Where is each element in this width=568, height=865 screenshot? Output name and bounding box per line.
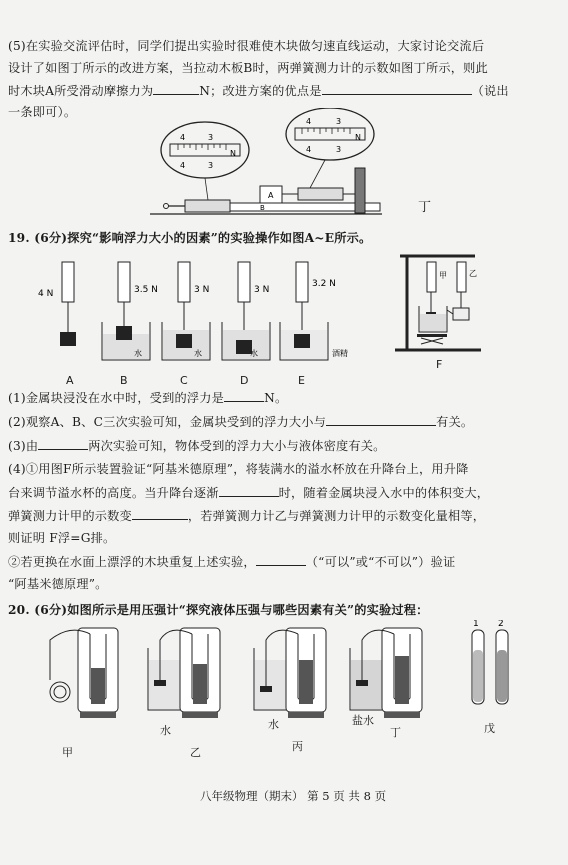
q19-s4-l5a: ②若更换在水面上漂浮的木块重复上述实验， (8, 555, 256, 569)
q19-s4-line1: (4)①用图F所示装置验证“阿基米德原理”，将装满水的溢水杯放在升降台上，用升降 (8, 462, 469, 476)
left-gauge-bottom-3: 3 (208, 161, 214, 170)
q20-liquid-yi: 水 (160, 724, 171, 737)
q19-s3 (8, 437, 386, 454)
right-gauge-unit: N (355, 133, 361, 142)
liquid-e: 酒精 (332, 349, 348, 358)
answer-blank-friction[interactable] (153, 82, 199, 95)
q19-s4-line3 (8, 507, 485, 524)
left-gauge-unit: N (230, 149, 236, 158)
liquid-d: 水 (250, 349, 258, 358)
manometer-jia (50, 628, 118, 718)
q18-p5-line3 (8, 82, 509, 99)
q20-caption-wu: 戊 (484, 722, 495, 735)
caption-c: C (180, 374, 188, 387)
q20-caption-yi: 乙 (190, 746, 201, 759)
setup-d (222, 262, 270, 360)
q20-caption-ding: 丁 (390, 726, 401, 739)
reading-c: 3 N (194, 285, 210, 295)
right-spring-scale (298, 188, 343, 200)
answer-blank-platform[interactable] (219, 484, 279, 497)
q18-p5-line3c: （说出 (471, 84, 509, 98)
q19-s3a: (3)由 (8, 439, 39, 453)
q19-s3b: 两次实验可知，物体受到的浮力大小与液体密度有关。 (88, 439, 386, 453)
figure-f (395, 248, 485, 360)
fig-f-jia: 甲 (439, 271, 447, 280)
left-spring-scale (185, 200, 230, 212)
answer-blank-buoyancy[interactable] (224, 389, 264, 402)
left-gauge-top-4: 4 (180, 133, 186, 142)
setup-b (102, 262, 150, 360)
q20-liquid-bing: 水 (268, 718, 279, 731)
q19-s4-l5b: （“可以”或“不可以”）验证 (305, 555, 456, 569)
answer-blank-can-verify[interactable] (256, 553, 306, 566)
setup-c (162, 262, 210, 360)
q18-p5-line4: 一条即可）。 (8, 105, 77, 119)
q19-s4-l3b: ，若弹簧测力计乙与弹簧测力计甲的示数变化量相等， (187, 509, 486, 523)
tube-label-1: 1 (473, 620, 479, 629)
caption-e: E (298, 374, 305, 387)
reading-d: 3 N (254, 285, 270, 295)
answer-blank-experiments[interactable] (38, 437, 88, 450)
fig-f-yi: 乙 (469, 269, 477, 278)
setup-a (60, 262, 76, 346)
q19-s2b: 有关。 (436, 415, 474, 429)
reading-e: 3.2 N (312, 279, 336, 289)
q20-liquid-ding: 盐水 (352, 714, 374, 727)
left-gauge-ticks (178, 144, 226, 150)
q19-s4-l2b: 时，随着金属块浸入水中的体积变大， (278, 486, 490, 500)
liquid-c: 水 (194, 349, 202, 358)
q19-s4-line6: “阿基米德原理”。 (8, 577, 108, 591)
caption-f: F (436, 358, 443, 371)
reading-a: 4 N (38, 289, 54, 299)
manometer-yi (148, 628, 220, 718)
manometer-bing (254, 628, 326, 718)
right-gauge-top-4: 4 (306, 117, 312, 126)
answer-blank-advantage[interactable] (322, 82, 472, 95)
q19-s4-l2a: 台来调节溢水杯的高度。当升降台逐渐 (8, 486, 219, 500)
q18-p5-line3b: N；改进方案的优点是 (199, 84, 322, 98)
right-gauge-bottom-3: 3 (336, 145, 342, 154)
q19-s2 (8, 413, 473, 430)
caption-a: A (66, 374, 74, 387)
q18-p5-line2: 设计了如图丁所示的改进方案，当拉动木板B时，两弹簧测力计的示数如图丁所示，则此 (8, 61, 488, 75)
right-gauge-bottom-4: 4 (306, 145, 312, 154)
q18-p5-line1: (5)在实验交流评估时，同学们提出实验时很难使木块做匀速直线运动，大家讨论交流后 (8, 39, 485, 53)
q19-s4-l3a: 弹簧测力计甲的示数变 (8, 509, 132, 523)
test-tubes-wu (472, 630, 508, 704)
figure-a-to-e (10, 252, 390, 372)
caption-d: D (240, 374, 249, 387)
q19-s1 (8, 389, 287, 406)
q19-s4-line2 (8, 484, 489, 501)
left-gauge-bottom-4: 4 (180, 161, 186, 170)
right-gauge-top-3: 3 (336, 117, 342, 126)
page-footer: 八年级物理（期末） 第 5 页 共 8 页 (200, 789, 387, 803)
figure-ding (150, 108, 400, 220)
q19-s2a: (2)观察A、B、C三次实验可知，金属块受到的浮力大小与 (8, 415, 327, 429)
q18-p5-line3a: 时木块A所受滑动摩擦力为 (8, 84, 154, 98)
manometer-ding (350, 628, 422, 718)
q19-s4-line4: 则证明 F浮=G排。 (8, 531, 116, 545)
q20-caption-jia: 甲 (62, 746, 73, 759)
setup-e (280, 262, 328, 360)
fig-ding-label: 丁 (418, 200, 432, 215)
board-b-label: B (260, 204, 265, 212)
q19-s1b: N。 (264, 391, 288, 405)
q19-s1a: (1)金属块浸没在水中时，受到的浮力是 (8, 391, 225, 405)
block-a-label: A (268, 191, 274, 200)
caption-b: B (120, 374, 128, 387)
answer-blank-factor[interactable] (326, 413, 436, 426)
q20-caption-bing: 丙 (292, 740, 303, 753)
left-gauge-top-3: 3 (208, 133, 214, 142)
q19-title: 19. (6分)探究“影响浮力大小的因素”的实验操作如图A~E所示。 (8, 231, 372, 245)
tube-label-2: 2 (498, 620, 504, 629)
q20-title: 20. (6分)如图所示是用压强计“探究液体压强与哪些因素有关”的实验过程： (8, 603, 429, 617)
reading-b: 3.5 N (134, 285, 158, 295)
wall (355, 168, 365, 213)
liquid-b: 水 (134, 349, 142, 358)
right-gauge-ticks (302, 128, 350, 134)
answer-blank-reading-change[interactable] (132, 507, 188, 520)
figure-q20 (20, 620, 540, 730)
q19-s4-line5 (8, 553, 455, 570)
